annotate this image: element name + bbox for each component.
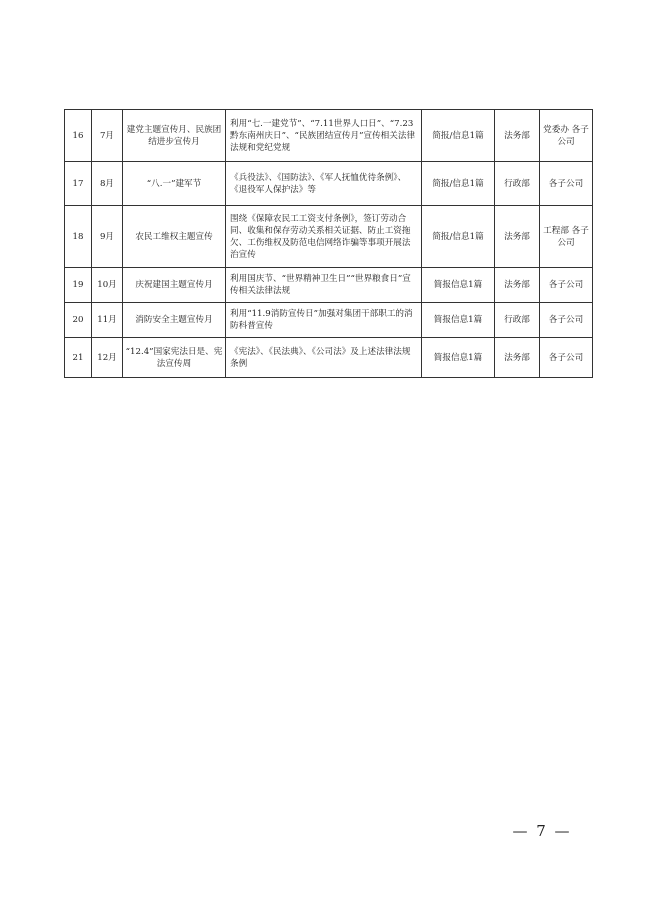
row-cooperate-dept: 工程部 各子公司 (540, 206, 593, 268)
row-number: 18 (65, 206, 92, 268)
row-month: 10月 (92, 268, 123, 303)
row-form: 简报信息1篇 (422, 338, 495, 378)
row-form: 简报/信息1篇 (422, 110, 495, 162)
row-cooperate-dept: 各子公司 (540, 162, 593, 206)
row-month: 8月 (92, 162, 123, 206)
row-month: 12月 (92, 338, 123, 378)
row-cooperate-dept: 各子公司 (540, 268, 593, 303)
row-number: 20 (65, 303, 92, 338)
row-cooperate-dept: 党委办 各子公司 (540, 110, 593, 162)
row-cooperate-dept: 各子公司 (540, 303, 593, 338)
row-month: 9月 (92, 206, 123, 268)
row-number: 19 (65, 268, 92, 303)
table-body (65, 110, 593, 378)
row-lead-dept: 法务部 (495, 206, 540, 268)
row-cooperate-dept: 各子公司 (540, 338, 593, 378)
row-content: 利用“11.9消防宣传日”加强对集团干部职工的消防科普宣传 (226, 303, 422, 338)
row-form: 简报信息1篇 (422, 268, 495, 303)
row-month: 7月 (92, 110, 123, 162)
row-theme: 庆祝建国主题宣传月 (123, 268, 226, 303)
page-number: — 7 — (512, 822, 572, 840)
row-theme: 消防安全主题宣传月 (123, 303, 226, 338)
row-content: 《兵役法》、《国防法》、《军人抚恤优待条例》、《退役军人保护法》等 (226, 162, 422, 206)
row-content: 围绕《保障农民工工资支付条例》，签订劳动合同、收集和保存劳动关系相关证据、防止工资拖欠、工伤维权及防范电信网络诈骗等事项开展法治宣传 (226, 206, 422, 268)
row-lead-dept: 行政部 (495, 162, 540, 206)
row-form: 简报信息1篇 (422, 303, 495, 338)
row-content: 《宪法》、《民法典》、《公司法》及上述法律法规条例 (226, 338, 422, 378)
row-form: 简报/信息1篇 (422, 206, 495, 268)
table-row (65, 162, 593, 206)
table-row (65, 206, 593, 268)
row-content: 利用“七.一建党节”、“7.11世界人口日”、“7.23黔东南州庆日”、“民族团结宣传月”宣传相关法律法规和党纪党规 (226, 110, 422, 162)
row-number: 21 (65, 338, 92, 378)
row-lead-dept: 行政部 (495, 303, 540, 338)
row-theme: “12.4”国家宪法日是、宪法宣传周 (123, 338, 226, 378)
row-number: 16 (65, 110, 92, 162)
table-row (65, 110, 593, 162)
table-row (65, 338, 593, 378)
row-form: 简报/信息1篇 (422, 162, 495, 206)
row-content: 利用国庆节、“世界精神卫生日”“世界粮食日”宣传相关法律法规 (226, 268, 422, 303)
row-theme: “八.一”建军节 (123, 162, 226, 206)
row-lead-dept: 法务部 (495, 268, 540, 303)
row-number: 17 (65, 162, 92, 206)
row-theme: 农民工维权主题宣传 (123, 206, 226, 268)
row-lead-dept: 法务部 (495, 110, 540, 162)
row-theme: 建党主题宣传月、民族团结进步宣传月 (123, 110, 226, 162)
row-month: 11月 (92, 303, 123, 338)
table-row (65, 268, 593, 303)
row-lead-dept: 法务部 (495, 338, 540, 378)
table-row (65, 303, 593, 338)
publicity-plan-table (64, 109, 593, 378)
